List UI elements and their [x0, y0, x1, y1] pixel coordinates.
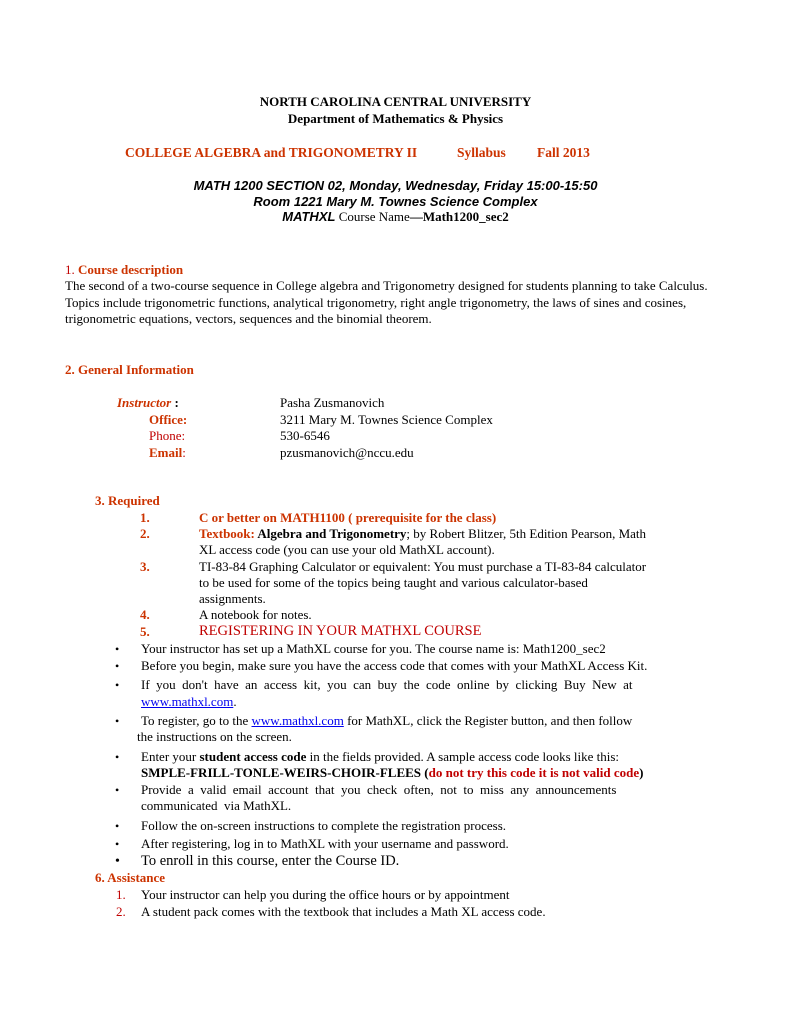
- textbook-title: Algebra and Trigonometry: [254, 526, 407, 541]
- access-code-post: in the fields provided. A sample access code looks like this:: [306, 749, 620, 764]
- bullet-buy-code-line1: If you don't have an access kit, you can buy the code online by clicking Buy New at: [141, 677, 633, 692]
- instructor-name: Pasha Zusmanovich: [280, 395, 385, 410]
- section2-heading: 2. General Information: [65, 362, 194, 377]
- section-line: MATH 1200 SECTION 02, Monday, Wednesday, Friday 15:00-15:50: [193, 178, 598, 193]
- bullet-register-line1: [141, 713, 632, 730]
- bullet-register-line2: the instructions on the screen.: [137, 729, 292, 744]
- access-code-pre: Enter your: [141, 749, 200, 764]
- assist1-number: 1.: [116, 887, 126, 902]
- req2-line2: XL access code (you can use your old MathXL account).: [199, 542, 495, 557]
- register-text-pre: To register, go to the: [141, 713, 252, 728]
- mathxl-course-prefix: Course Name: [335, 209, 410, 224]
- bullet-access-code-line1: [141, 749, 619, 766]
- sample-code: SMPLE-FRILL-TONLE-WEIRS-CHOIR-FLEES (: [141, 765, 429, 780]
- department-name: Department of Mathematics & Physics: [287, 111, 504, 126]
- req2-number: 2.: [140, 526, 150, 541]
- req1-text: C or better on MATH1100 ( prerequisite for the class): [199, 510, 497, 525]
- mathxl-course-line: [0, 209, 791, 226]
- code-warning: do not try this code it is not valid code: [428, 765, 640, 780]
- student-access-code: student access code: [199, 749, 307, 764]
- instructor-label-row: [117, 395, 179, 412]
- university-name: NORTH CAROLINA CENTRAL UNIVERSITY: [259, 94, 532, 109]
- bullet-icon: •: [115, 750, 120, 764]
- bullet-icon: •: [115, 819, 120, 833]
- bullet-buy-code-line2: [141, 694, 237, 711]
- req3-line2: to be used for some of the topics being taught and various calculator-based: [199, 575, 588, 590]
- instructor-colon: :: [171, 395, 179, 410]
- section6-heading: 6. Assistance: [95, 870, 166, 885]
- bullet-icon: •: [115, 837, 120, 851]
- period: .: [233, 694, 237, 709]
- syllabus-label: Syllabus: [457, 145, 506, 160]
- bullet-icon: •: [115, 678, 120, 692]
- assist1-text: Your instructor can help you during the office hours or by appointment: [141, 887, 510, 902]
- bullet-enroll: To enroll in this course, enter the Course ID.: [141, 853, 400, 869]
- phone-value: 530-6546: [280, 428, 330, 443]
- close-paren: ): [639, 765, 644, 780]
- term-label: Fall 2013: [537, 145, 590, 160]
- req4-text: A notebook for notes.: [199, 607, 312, 622]
- bullet-icon: •: [115, 642, 120, 656]
- bullet-course-name: Your instructor has set up a MathXL course for you. The course name is: Math1200_sec2: [141, 641, 606, 656]
- bullet-email-line1: Provide a valid email account that you check often, not to miss any announcements: [141, 782, 617, 797]
- req3-number: 3.: [140, 559, 150, 574]
- req5-number: 5.: [140, 624, 150, 639]
- assist2-number: 2.: [116, 904, 126, 919]
- bullet-icon: •: [115, 714, 120, 728]
- bullet-follow-instructions: Follow the on-screen instructions to complete the registration process.: [141, 818, 506, 833]
- req5-text: REGISTERING IN YOUR MATHXL COURSE: [199, 623, 482, 639]
- mathxl-link[interactable]: www.mathxl.com: [141, 694, 234, 709]
- mathxl-label: MATHXL: [282, 209, 336, 224]
- email-colon: :: [182, 445, 186, 460]
- bullet-icon: •: [115, 659, 120, 673]
- phone-label: Phone:: [149, 428, 186, 443]
- assist2-text: A student pack comes with the textbook that includes a Math XL access code.: [141, 904, 546, 919]
- bullet-access-kit: Before you begin, make sure you have the access code that comes with your MathXL Access Kit.: [141, 658, 648, 673]
- section1-title: Course description: [78, 262, 184, 277]
- section1-heading: [65, 262, 183, 279]
- bullet-email-line2: communicated via MathXL.: [141, 798, 292, 813]
- bullet-icon: •: [115, 783, 120, 797]
- mathxl-link[interactable]: www.mathxl.com: [251, 713, 344, 728]
- textbook-details: ; by Robert Blitzer, 5th Edition Pearson, Math: [406, 526, 647, 541]
- req2-line1: [199, 526, 646, 543]
- bullet-icon: •: [115, 854, 120, 869]
- section3-heading: 3. Required: [95, 493, 160, 508]
- sample-access-code: [141, 765, 644, 782]
- mathxl-course-name: —Math1200_sec2: [409, 209, 509, 224]
- bullet-login: After registering, log in to MathXL with your username and password.: [141, 836, 509, 851]
- req4-number: 4.: [140, 607, 150, 622]
- req3-line3: assignments.: [199, 591, 266, 606]
- room-line: Room 1221 Mary M. Townes Science Complex: [253, 194, 538, 209]
- office-label: Office:: [149, 412, 188, 427]
- course-title: COLLEGE ALGEBRA and TRIGONOMETRY II: [125, 145, 418, 160]
- email-value: pzusmanovich@nccu.edu: [280, 445, 414, 460]
- course-description: The second of a two-course sequence in College algebra and Trigonometry designed for students planning to take Calculus. Topics include trigonometric functions, analytical trigonometry, right angle trigonometry, the laws of sines and cosines, trigonometric equations, vectors, sequences and the binomial theorem.: [65, 278, 708, 326]
- section1-number: 1.: [65, 262, 78, 277]
- email-label: Email: [149, 445, 183, 460]
- instructor-label: Instructor: [117, 395, 172, 410]
- req3-line1: TI-83-84 Graphing Calculator or equivalent: You must purchase a TI-83-84 calculator: [199, 559, 647, 574]
- email-label-row: [149, 445, 186, 462]
- register-text-post: for MathXL, click the Register button, and then follow: [343, 713, 633, 728]
- textbook-label: Textbook:: [199, 526, 255, 541]
- req1-number: 1.: [140, 510, 150, 525]
- office-value: 3211 Mary M. Townes Science Complex: [280, 412, 493, 427]
